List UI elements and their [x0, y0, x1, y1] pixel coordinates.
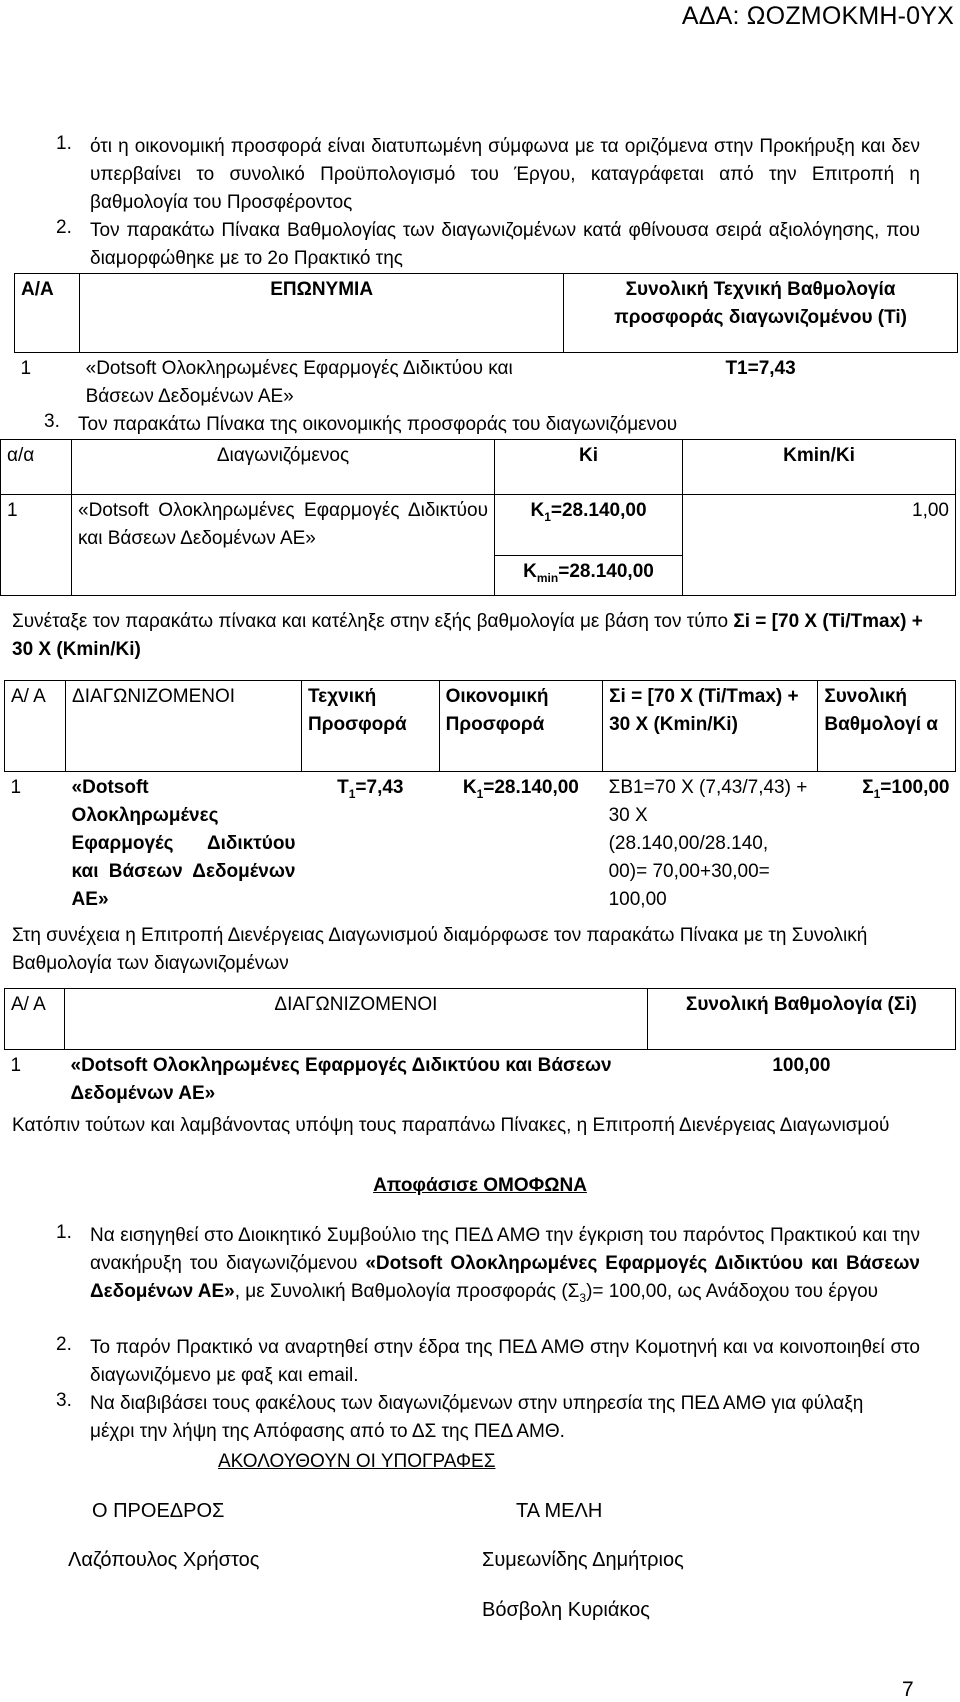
row-competitor: «Dotsoft Ολοκληρωμένες Εφαρμογές Διδικτύου και Βάσεων Δεδομένων ΑΕ»: [71, 777, 296, 910]
table-row: [1, 555, 956, 596]
row-calculation: ΣΒ1=70 Χ (7,43/7,43) + 30 Χ (28.140,00/28.140, 00)= 70,00+30,00= 100,00: [608, 777, 808, 910]
header-total-score: Συνολική Βαθμολογί α: [818, 681, 956, 772]
row-aa: 1: [10, 1055, 22, 1076]
row-aa: 1: [1, 495, 72, 556]
formula-text: Σi = [70 Χ (Ti/Tmax) + 30 Χ (Kmin/Ki): [12, 611, 923, 660]
intro-item1-text: ότι η οικονομική προσφορά είναι διατυπωμένη σύμφωνα με τα οριζόμενα στην Προκήρυξη και δεν υπερβαίνει το συνολικό Προϋπολογισμό του Έργου, καταγράφεται από την Επιτροπή η βαθμολογία του Προσφέροντος: [90, 136, 920, 213]
financial-offer-table: [0, 439, 956, 596]
total-score-calculation-table: [4, 680, 956, 916]
row-technical-score: T1=7,43: [725, 358, 796, 379]
page-number: 7: [902, 1678, 914, 1701]
item3-number: 3.: [44, 411, 60, 432]
signatures-follow: ΑΚΟΛΟΥΘΟΥΝ ΟΙ ΥΠΟΓΡΑΦΕΣ: [218, 1451, 496, 1472]
header-aa: Α/Α: [15, 274, 80, 353]
table-header-row: [1, 440, 956, 495]
ada-code: ΑΔΑ: ΩΟΖΜΟΚΜΗ-0ΥΧ: [681, 2, 954, 30]
committee-paragraph: Στη συνέχεια η Επιτροπή Διενέργειας Διαγωνισμού διαμόρφωσε τον παρακάτω Πίνακα με τη Συνολική Βαθμολογία των διαγωνιζομένων: [12, 925, 868, 974]
table-row: [1, 495, 956, 556]
header-name: ΕΠΩΝΥΜΙΑ: [80, 274, 564, 353]
row-kmin: $K_{min}=28.140,00$: [495, 555, 683, 596]
decision3-text: Να διαβιβάσει τους φακέλους των διαγωνιζόμενων στην υπηρεσία της ΠΕΔ ΑΜΘ για φύλαξη μέχρι την λήψη της Απόφασης από το ΔΣ της ΠΕΔ ΑΜΘ.: [90, 1393, 864, 1442]
decision3-number: 3.: [56, 1390, 72, 1411]
row-ratio-empty: [683, 555, 956, 596]
header-total-score: Συνολική Βαθμολογία (Σi): [647, 989, 955, 1050]
row-total: $\Sigma_1=100,00$: [862, 777, 950, 801]
row-ki: $K_1=28.140,00$: [495, 495, 683, 556]
header-aa: Α/ Α: [5, 989, 65, 1050]
row-aa-empty: [1, 555, 72, 596]
member2-name: Βόσβολη Κυριάκος: [482, 1599, 650, 1621]
row-competitor: «Dotsoft Ολοκληρωμένες Εφαρμογές Διδικτύου και Βάσεων Δεδομένων ΑΕ»: [72, 495, 495, 556]
header-competitors: ΔΙΑΓΩΝΙΖΟΜΕΝΟΙ: [66, 681, 302, 772]
row-technical: $T_1=7,43$: [337, 777, 404, 801]
president-title: Ο ΠΡΟΕΔΡΟΣ: [92, 1500, 225, 1522]
header-technical-score: Συνολική Τεχνική Βαθμολογία προσφοράς διαγωνιζομένου (Ti): [564, 274, 958, 353]
decision-title: Αποφάσισε ΟΜΟΦΩΝΑ: [373, 1175, 587, 1196]
header-aa: Α/ Α: [5, 681, 66, 772]
header-ki: Ki: [495, 440, 683, 495]
final-score-table: [4, 988, 956, 1110]
intro-item2-text: Τον παρακάτω Πίνακα Βαθμολογίας των διαγωνιζομένων κατά φθίνουσα σειρά αξιολόγησης, που διαμορφώθηκε με το 2ο Πρακτικό της: [90, 220, 920, 269]
item3-text: Τον παρακάτω Πίνακα της οικονομικής προσφοράς του διαγωνιζόμενου: [78, 414, 678, 435]
formula-intro: Συνέταξε τον παρακάτω πίνακα και κατέληξε στην εξής βαθμολογία με βάση τον τύπο Σi = [70 Χ (Ti/Tmax) + 30 Χ (Kmin/Ki): [12, 611, 923, 660]
decision1-number: 1.: [56, 1222, 72, 1243]
row-kmin-ki: 1,00: [683, 495, 956, 556]
table-row: [5, 1050, 956, 1111]
header-competitor: Διαγωνιζόμενος: [72, 440, 495, 495]
header-financial-offer: Οικονομική Προσφορά: [439, 681, 603, 772]
decision1-text: Να εισηγηθεί στο Διοικητικό Συμβούλιο της ΠΕΔ ΑΜΘ την έγκριση του παρόντος Πρακτικού και την ανακήρυξη του διαγωνιζόμενου «Dotsoft Ολοκληρωμένες Εφαρμογές Διδικτύου και Βάσεων Δεδομένων ΑΕ», με Συνολική Βαθμολογία προσφοράς $(\Sigma_3)= 100,00$, ως Ανάδοχου του έργου: [90, 1225, 920, 1305]
members-title: ΤΑ ΜΕΛΗ: [516, 1500, 603, 1522]
row-competitor-empty: [72, 555, 495, 596]
president-name: Λαζόπουλος Χρήστος: [68, 1549, 260, 1571]
table-row: [15, 353, 958, 414]
intro-item2-number: 2.: [56, 217, 72, 238]
header-technical-offer: Τεχνική Προσφορά: [301, 681, 439, 772]
member1-name: Συμεωνίδης Δημήτριος: [482, 1549, 684, 1571]
header-formula: Σi = [70 Χ (Ti/Tmax) + 30 Χ (Kmin/Ki): [603, 681, 818, 772]
table-header-row: [5, 681, 956, 772]
decision2-number: 2.: [56, 1334, 72, 1355]
row-total: 100,00: [772, 1055, 831, 1076]
row-financial: $K_1=28.140,00$: [462, 777, 579, 801]
decision2-text: Το παρόν Πρακτικό να αναρτηθεί στην έδρα της ΠΕΔ ΑΜΘ στην Κομοτηνή και να κοινοποιηθεί στο διαγωνιζόμενο με φαξ και email.: [90, 1337, 920, 1386]
row-aa: 1: [10, 777, 22, 798]
consideration-paragraph: Κατόπιν τούτων και λαμβάνοντας υπόψη τους παραπάνω Πίνακες, η Επιτροπή Διενέργειας Διαγωνισμού: [12, 1115, 890, 1136]
table-row: [5, 772, 956, 917]
technical-score-table: [14, 273, 958, 413]
table-header-row: [5, 989, 956, 1050]
row-aa: 1: [20, 358, 32, 379]
row-competitor: «Dotsoft Ολοκληρωμένες Εφαρμογές Διδικτύου και Βάσεων Δεδομένων ΑΕ»: [70, 1055, 612, 1104]
header-competitors: ΔΙΑΓΩΝΙΖΟΜΕΝΟΙ: [65, 989, 648, 1050]
row-name: «Dotsoft Ολοκληρωμένες Εφαρμογές Διδικτύου και Βάσεων Δεδομένων ΑΕ»: [85, 358, 513, 407]
header-kmin-ki: Kmin/Ki: [683, 440, 956, 495]
header-aa: α/α: [1, 440, 72, 495]
intro-item1-number: 1.: [56, 133, 72, 154]
table-header-row: [15, 274, 958, 353]
